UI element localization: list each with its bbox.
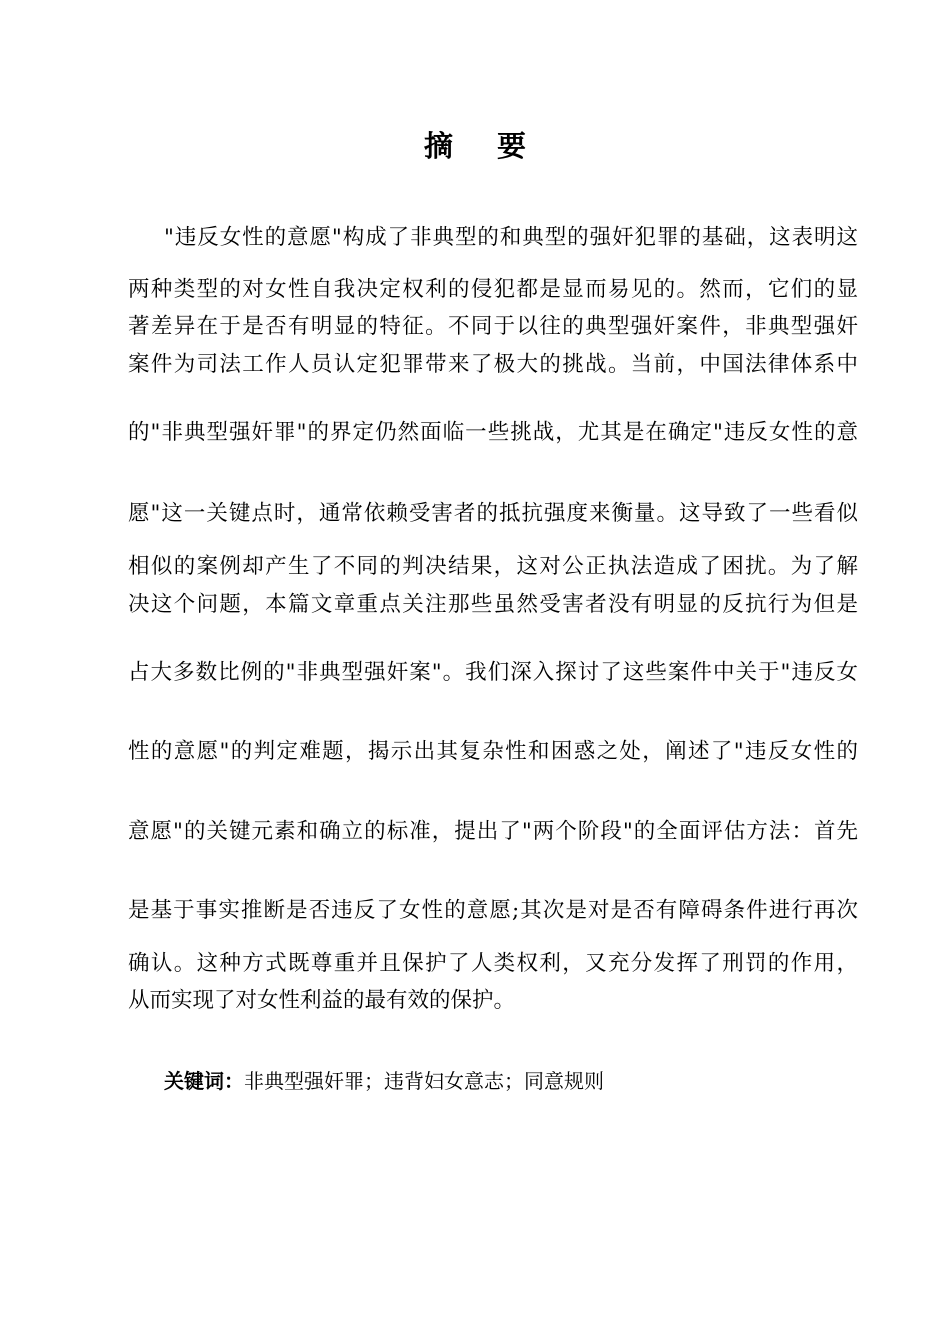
page-title bbox=[0, 126, 950, 166]
abstract-line: 两种类型的对女性自我决定权利的侵犯都是显而易见的。然而，它们的显 bbox=[128, 277, 858, 302]
abstract-line: 从而实现了对女性利益的最有效的保护。 bbox=[128, 988, 516, 1013]
abstract-line: "违反女性的意愿"构成了非典型的和典型的强奸犯罪的基础，这表明这 bbox=[164, 225, 858, 250]
abstract-line: 的"非典型强奸罪"的界定仍然面临一些挑战，尤其是在确定"违反女性的意 bbox=[128, 420, 858, 445]
abstract-line: 著差异在于是否有明显的特征。不同于以往的典型强奸案件，非典型强奸 bbox=[128, 314, 858, 339]
keywords-label: 关键词： bbox=[164, 1069, 244, 1093]
abstract-line: 决这个问题，本篇文章重点关注那些虽然受害者没有明显的反抗行为但是 bbox=[128, 592, 858, 617]
title-char-1: 摘 bbox=[423, 129, 453, 163]
keywords bbox=[164, 1066, 604, 1096]
abstract-line: 意愿"的关键元素和确立的标准，提出了"两个阶段"的全面评估方法：首先 bbox=[128, 819, 858, 844]
abstract-line: 相似的案例却产生了不同的判决结果，这对公正执法造成了困扰。为了解 bbox=[128, 554, 858, 579]
abstract-line: 占大多数比例的"非典型强奸案"。我们深入探讨了这些案件中关于"违反女 bbox=[128, 660, 858, 685]
abstract-line: 案件为司法工作人员认定犯罪带来了极大的挑战。当前，中国法律体系中 bbox=[128, 352, 858, 377]
abstract-line: 是基于事实推断是否违反了女性的意愿;其次是对是否有障碍条件进行再次 bbox=[128, 898, 858, 923]
abstract-line: 确认。这种方式既尊重并且保护了人类权利，又充分发挥了刑罚的作用， bbox=[128, 951, 858, 976]
title-char-2: 要 bbox=[497, 129, 527, 163]
abstract-line: 愿"这一关键点时，通常依赖受害者的抵抗强度来衡量。这导致了一些看似 bbox=[128, 501, 858, 526]
keywords-value: 非典型强奸罪；违背妇女意志；同意规则 bbox=[244, 1069, 604, 1093]
abstract-line: 性的意愿"的判定难题，揭示出其复杂性和困惑之处，阐述了"违反女性的 bbox=[128, 739, 858, 764]
